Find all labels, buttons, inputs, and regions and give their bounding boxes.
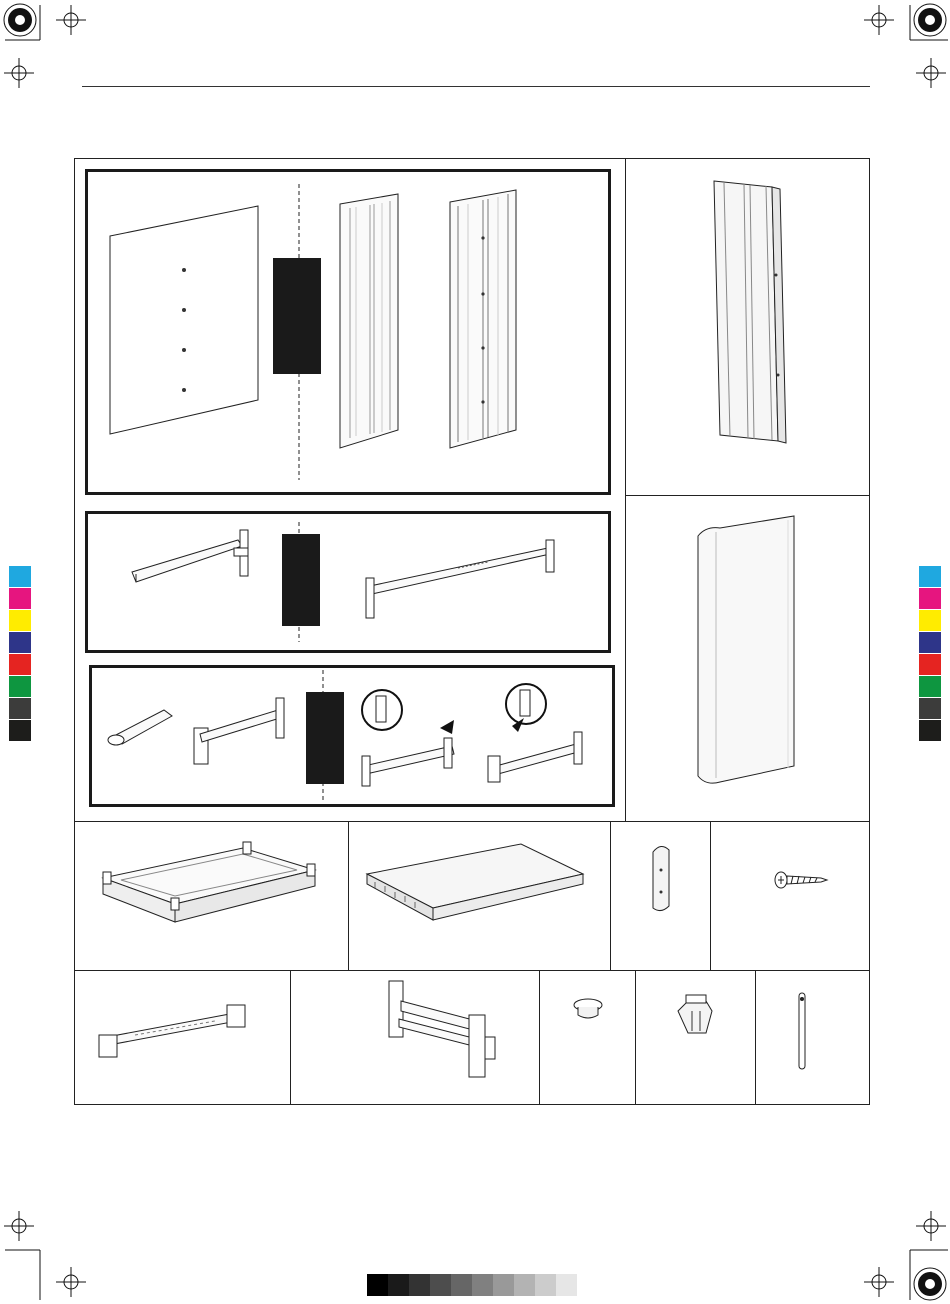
color-swatch bbox=[9, 654, 31, 676]
handle-bar bbox=[108, 710, 172, 745]
assembly-cell bbox=[74, 158, 626, 822]
shelf bbox=[367, 844, 583, 920]
frame-bracket bbox=[389, 981, 495, 1077]
color-swatch bbox=[919, 566, 941, 588]
door-panel bbox=[698, 516, 794, 783]
hanging-rail bbox=[99, 1005, 245, 1057]
screw bbox=[775, 872, 827, 888]
gray-swatch bbox=[556, 1274, 577, 1296]
registration-mark-bottom-left bbox=[0, 1200, 90, 1304]
divider-block bbox=[306, 692, 344, 784]
color-swatch bbox=[9, 588, 31, 610]
channel-panel-cell bbox=[625, 158, 870, 496]
gray-swatch bbox=[388, 1274, 409, 1296]
frame-bracket-cell bbox=[290, 970, 540, 1105]
color-swatch bbox=[919, 632, 941, 654]
right-color-bar bbox=[919, 566, 941, 742]
shelf-cell bbox=[348, 821, 611, 971]
bracket-detail-b bbox=[488, 684, 582, 782]
gray-swatch bbox=[367, 1274, 388, 1296]
gray-swatch bbox=[451, 1274, 472, 1296]
color-swatch bbox=[9, 720, 31, 742]
color-swatch bbox=[9, 698, 31, 720]
bracket-rail bbox=[194, 698, 284, 764]
clip bbox=[678, 995, 712, 1033]
end-cap bbox=[653, 846, 669, 910]
color-swatch bbox=[919, 676, 941, 698]
hook-strip-cell bbox=[755, 970, 870, 1105]
round-cap-cell bbox=[539, 970, 636, 1105]
base-tray-cell bbox=[74, 821, 349, 971]
side-panel-narrow bbox=[340, 194, 398, 448]
bracket-group bbox=[89, 665, 615, 807]
bracket-detail-a bbox=[362, 690, 454, 786]
parts-table bbox=[74, 158, 870, 1105]
divider-block bbox=[282, 534, 320, 626]
screw-cell bbox=[710, 821, 870, 971]
hook-strip bbox=[799, 993, 805, 1069]
color-swatch bbox=[9, 632, 31, 654]
end-cap-cell bbox=[610, 821, 711, 971]
side-panel-wide bbox=[450, 190, 516, 448]
back-panel bbox=[110, 206, 258, 434]
short-rail bbox=[132, 530, 248, 582]
round-cap bbox=[574, 999, 602, 1018]
color-swatch bbox=[919, 588, 941, 610]
header-rule bbox=[82, 86, 870, 87]
color-swatch bbox=[919, 610, 941, 632]
long-rail bbox=[366, 540, 554, 618]
hanging-rail-cell bbox=[74, 970, 291, 1105]
color-swatch bbox=[919, 720, 941, 742]
gray-scale-bar bbox=[367, 1274, 577, 1296]
registration-mark-top-left bbox=[0, 0, 90, 110]
color-swatch bbox=[9, 676, 31, 698]
gray-swatch bbox=[514, 1274, 535, 1296]
gray-swatch bbox=[430, 1274, 451, 1296]
rail-group bbox=[85, 511, 611, 653]
gray-swatch bbox=[493, 1274, 514, 1296]
color-swatch bbox=[919, 698, 941, 720]
color-swatch bbox=[919, 654, 941, 676]
base-tray bbox=[103, 842, 315, 922]
registration-mark-top-right bbox=[860, 0, 950, 110]
registration-target-bottom-right bbox=[912, 1266, 948, 1302]
clip-cell bbox=[635, 970, 756, 1105]
gray-swatch bbox=[472, 1274, 493, 1296]
gray-swatch bbox=[535, 1274, 556, 1296]
gray-swatch bbox=[409, 1274, 430, 1296]
left-color-bar bbox=[9, 566, 31, 742]
channel-panel bbox=[714, 181, 786, 443]
divider-block bbox=[273, 258, 321, 374]
door-panel-cell bbox=[625, 495, 870, 822]
color-swatch bbox=[9, 610, 31, 632]
panel-group bbox=[85, 169, 611, 495]
color-swatch bbox=[9, 566, 31, 588]
